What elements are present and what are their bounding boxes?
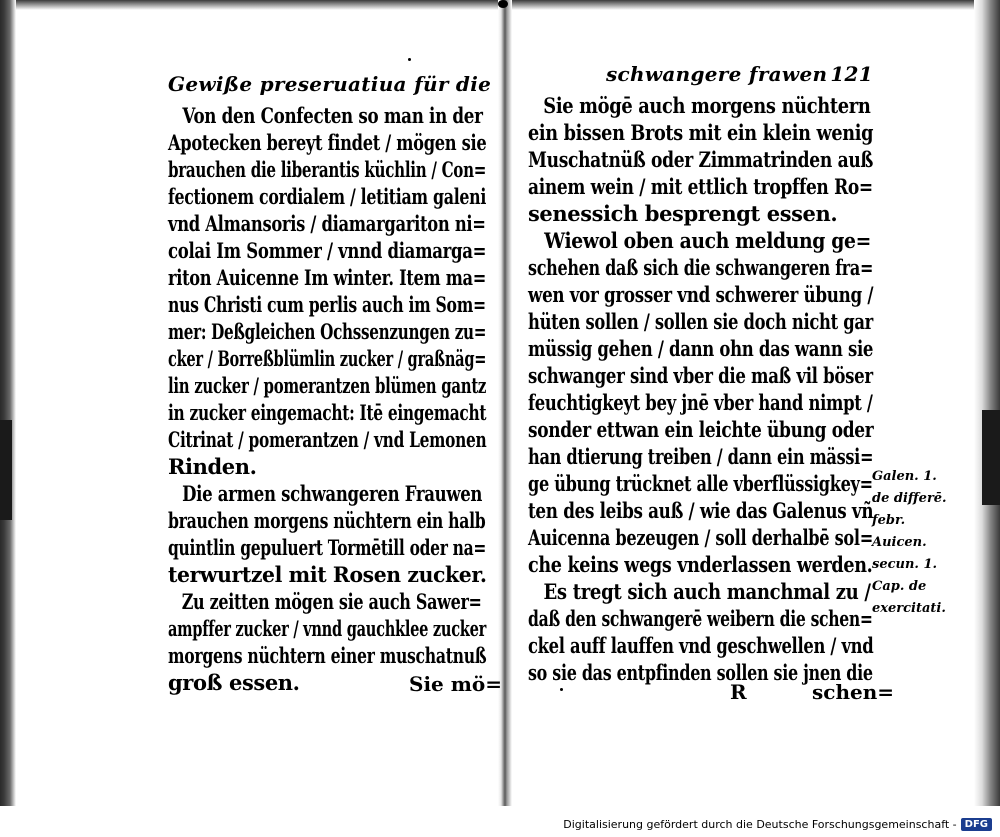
signature-mark: R xyxy=(730,680,747,704)
text-line: ein bissen Brots mit ein klein wenig xyxy=(528,120,874,145)
margin-note xyxy=(872,466,968,620)
text-line: in zucker eingemacht: Itē eingemacht xyxy=(168,400,487,425)
left-page xyxy=(168,72,492,696)
text-line: fectionem cordialem / letitiam galeni xyxy=(168,184,487,209)
margin-note-line: exercitati. xyxy=(872,601,946,616)
right-page xyxy=(528,62,873,686)
footer-credit: Digitalisierung gefördert durch die Deutsche Forschungsgemeinschaft - xyxy=(563,818,957,831)
right-page-text xyxy=(528,92,873,686)
text-line: Sie mögē auch morgens nüchtern xyxy=(543,93,871,118)
text-line: brauchen die liberantis küchlin / Con= xyxy=(168,157,487,182)
text-line: Muschatnüß oder Zimmatrinden auß xyxy=(528,147,874,172)
digitization-footer xyxy=(563,818,992,831)
text-line: Auicenna bezeugen / soll derhalbē sol= xyxy=(528,525,873,550)
left-catchword: Sie mö= xyxy=(409,672,502,696)
left-running-head: Gewiße preseruatiua für die xyxy=(168,72,492,96)
margin-note-line: Galen. 1. xyxy=(872,469,937,484)
text-line: cker / Borreßblümlin zucker / graßnäg= xyxy=(168,346,487,371)
margin-note-line: Auicen. xyxy=(872,535,927,550)
text-line: lin zucker / pomerantzen blümen gantz xyxy=(168,373,487,398)
text-line: wen vor grosser vnd schwerer übung / xyxy=(528,282,874,307)
margin-note-line: de differē. xyxy=(872,491,947,506)
text-line: Von den Confecten so man in der xyxy=(182,103,483,128)
text-line: riton Auicenne Im winter. Item ma= xyxy=(168,265,487,290)
text-line: brauchen morgens nüchtern ein halb xyxy=(168,508,486,533)
text-line: colai Im Sommer / vnnd diamarga= xyxy=(168,238,487,263)
text-line: müssig gehen / dann ohn das wann sie xyxy=(528,336,874,361)
left-page-edge xyxy=(0,0,16,837)
left-page-text xyxy=(168,102,486,696)
text-line: ten des leibs auß / wie das Galenus vñ xyxy=(528,498,874,523)
right-running-head: schwangere frawen xyxy=(606,62,828,86)
text-line: schehen daß sich die schwangeren fra= xyxy=(528,255,874,280)
text-line: che keins wegs vnderlassen werden. xyxy=(528,552,873,577)
text-line: hüten sollen / sollen sie doch nicht gar xyxy=(528,309,873,334)
text-line: ampffer zucker / vnnd gauchklee zucker xyxy=(168,616,487,641)
text-line: han dtierung treiben / dann ein mässi= xyxy=(528,444,874,469)
text-line: Wiewol oben auch meldung ge= xyxy=(544,228,871,253)
text-line: morgens nüchtern einer muschatnuß xyxy=(168,643,487,668)
text-line: vnd Almansoris / diamargariton ni= xyxy=(168,211,486,236)
text-line: Apotecken bereyt findet / mögen sie xyxy=(168,130,487,155)
text-line: schwanger sind vber die maß vil böser xyxy=(528,363,873,388)
text-line: senessich besprengt essen. xyxy=(528,201,838,226)
ink-speck xyxy=(560,688,563,691)
text-line: ge übung trücknet alle vberflüssigkey= xyxy=(528,471,873,496)
right-edge-shadow xyxy=(982,410,1000,505)
text-line: Citrinat / pomerantzen / vnd Lemonen xyxy=(168,427,487,452)
ink-speck xyxy=(408,58,411,61)
folio-number: 121 xyxy=(830,62,873,86)
left-edge-shadow xyxy=(0,420,12,520)
book-gutter xyxy=(498,0,512,837)
text-line: mer: Deßgleichen Ochssenzungen zu= xyxy=(168,319,487,344)
text-line: groß essen. xyxy=(168,670,300,695)
dfg-logo: DFG xyxy=(961,818,992,831)
text-line: ainem wein / mit ettlich tropffen Ro= xyxy=(528,174,873,199)
text-line: daß den schwangerē weibern die schen= xyxy=(528,606,873,631)
right-catchword: schen= xyxy=(812,680,895,704)
ink-speck xyxy=(498,0,508,8)
text-line: ckel auff lauffen vnd geschwellen / vnd xyxy=(528,633,874,658)
text-line: Zu zeitten mögen sie auch Sawer= xyxy=(181,589,482,614)
right-running-head-row xyxy=(528,62,873,92)
text-line: feuchtigkeyt bey jnē vber hand nimpt / xyxy=(528,390,873,415)
margin-note-line: Cap. de xyxy=(872,579,927,594)
text-line: nus Christi cum perlis auch im Som= xyxy=(168,292,486,317)
text-line: terwurtzel mit Rosen zucker. xyxy=(168,562,487,587)
margin-note-line: febr. xyxy=(872,513,906,528)
text-line: Die armen schwangeren Frauwen xyxy=(182,481,483,506)
text-line: quintlin gepuluert Tormētill oder na= xyxy=(168,535,487,560)
text-line: Es tregt sich auch manchmal zu / xyxy=(543,579,871,604)
margin-note-line: secun. 1. xyxy=(872,557,938,572)
text-line: Rinden. xyxy=(168,454,257,479)
text-line: so sie das entpfinden sollen sie jnen die xyxy=(528,660,873,685)
text-line: sonder ettwan ein leichte übung oder xyxy=(528,417,874,442)
